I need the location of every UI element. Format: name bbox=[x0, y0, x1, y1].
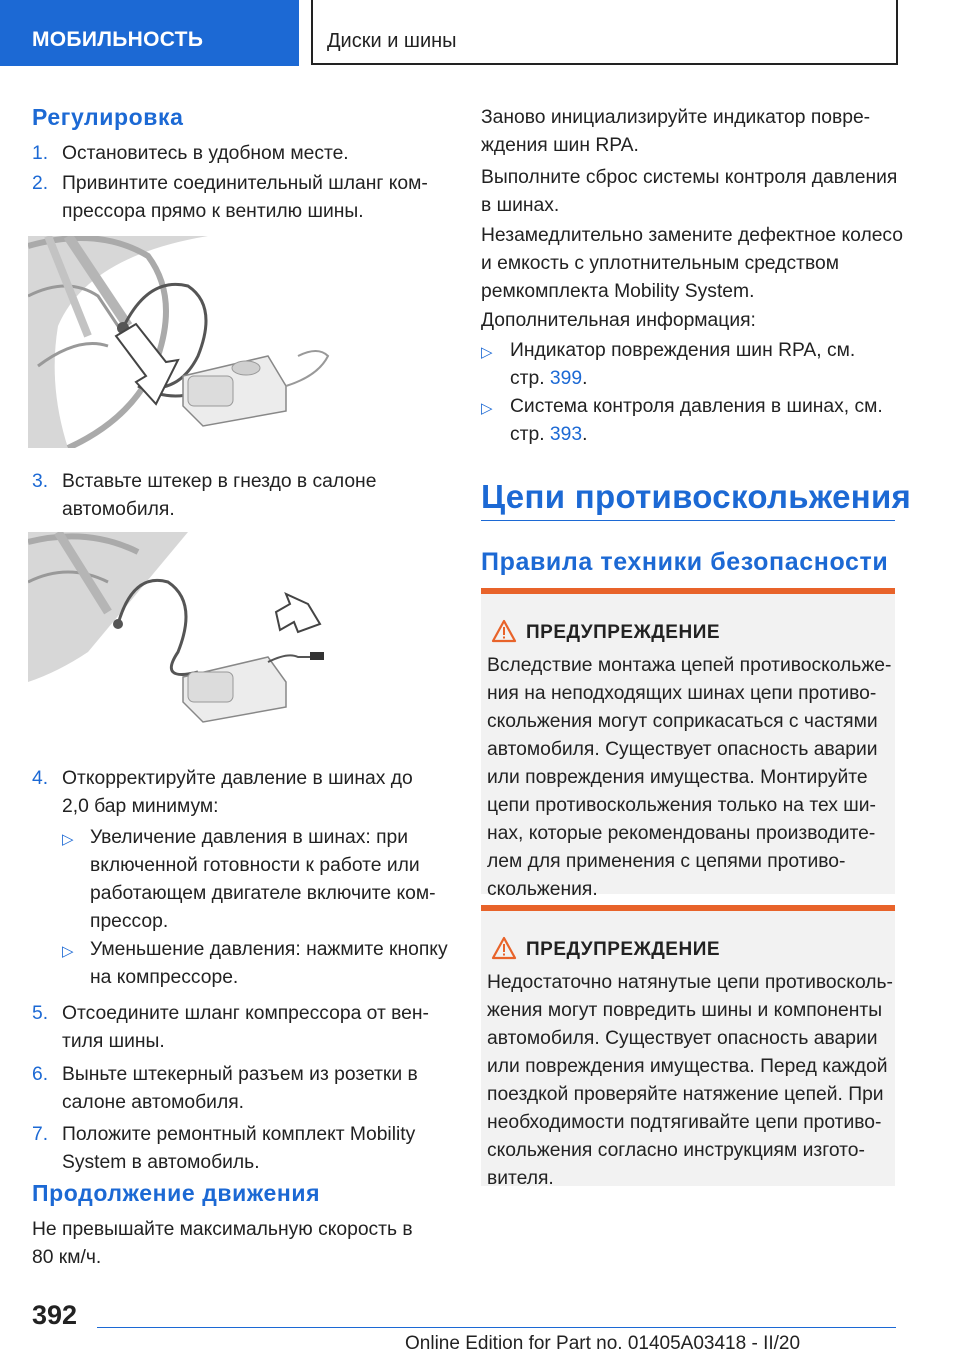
heading-safety: Правила техники безопасности bbox=[481, 548, 889, 576]
warning-line: жения могут повредить шины и компоненты bbox=[487, 1000, 883, 1021]
step-text: тиля шины. bbox=[62, 1031, 165, 1052]
step-text: Положите ремонтный комплект Mobility bbox=[62, 1124, 416, 1145]
warning-triangle-icon bbox=[491, 936, 517, 960]
step-text: Привинтите соединительный шланг ком- bbox=[62, 173, 428, 194]
paragraph-line: и емкость с уплотнительным средством bbox=[481, 253, 839, 274]
footer-rule bbox=[97, 1327, 896, 1328]
bullet-text: Увеличение давления в шинах: при bbox=[90, 827, 409, 848]
paragraph-line: в шинах. bbox=[481, 195, 560, 216]
warning-line: автомобиля. Существует опасность аварии bbox=[487, 1028, 878, 1049]
step-text: System в автомобиль. bbox=[62, 1152, 260, 1173]
header-section-tab bbox=[0, 0, 299, 66]
step-text: 2,0 бар минимум: bbox=[62, 796, 219, 817]
triangle-bullet-icon: ▷ bbox=[481, 400, 493, 417]
warning-line: поездкой проверяйте натяжение цепей. При bbox=[487, 1084, 884, 1105]
compressor-connect-valve-illustration bbox=[28, 236, 344, 448]
step-number: 4. bbox=[32, 768, 49, 789]
step-text: Выньте штекерный разъем из розетки в bbox=[62, 1064, 418, 1085]
step-text: Откорректируйте давление в шинах до bbox=[62, 768, 413, 789]
step-number: 3. bbox=[32, 471, 49, 492]
heading-chains: Цепи противоскольжения bbox=[481, 478, 912, 515]
step-number: 2. bbox=[32, 173, 49, 194]
step-text: Вставьте штекер в гнездо в салоне bbox=[62, 471, 377, 492]
bullet-text: работающем двигателе включите ком- bbox=[90, 883, 436, 904]
step-text: прессора прямо к вентилю шины. bbox=[62, 201, 364, 222]
paragraph-line: Незамедлительно замените дефектное колесо bbox=[481, 225, 903, 246]
bullet-text: на компрессоре. bbox=[90, 967, 239, 988]
compressor-plug-socket-illustration bbox=[28, 532, 344, 744]
header-section-label: МОБИЛЬНОСТЬ bbox=[32, 28, 204, 51]
continue-text: 80 км/ч. bbox=[32, 1247, 102, 1268]
paragraph-line: Выполните сброс системы контроля давления bbox=[481, 167, 898, 188]
warning-line: цепи противоскольжения только на тех ши- bbox=[487, 795, 876, 816]
heading-rule bbox=[481, 520, 895, 521]
triangle-bullet-icon: ▷ bbox=[481, 344, 493, 361]
step-text: салоне автомобиля. bbox=[62, 1092, 245, 1113]
warning-line: скольжения согласно инструкциям изгото- bbox=[487, 1140, 865, 1161]
step-text: Остановитесь в удобном месте. bbox=[62, 143, 349, 164]
ref-text: стр. 399. bbox=[510, 368, 588, 389]
warning-title: ПРЕДУПРЕЖДЕНИЕ bbox=[526, 939, 721, 960]
continue-text: Не превышайте максимальную скорость в bbox=[32, 1219, 413, 1240]
bullet-text: прессор. bbox=[90, 911, 169, 932]
paragraph-line: Дополнительная информация: bbox=[481, 310, 756, 331]
bullet-text: включенной готовности к работе или bbox=[90, 855, 420, 876]
heading-adjust: Регулировка bbox=[32, 104, 184, 130]
warning-line: или повреждения имущества. Перед каждой bbox=[487, 1056, 888, 1077]
step-number: 6. bbox=[32, 1064, 49, 1085]
step-number: 5. bbox=[32, 1003, 49, 1024]
step-text: Отсоедините шланг компрессора от вен- bbox=[62, 1003, 429, 1024]
page-number: 392 bbox=[32, 1300, 78, 1330]
warning-box bbox=[481, 588, 895, 900]
warning-line: необходимости подтягивайте цепи противо- bbox=[487, 1112, 882, 1133]
triangle-bullet-icon: ▷ bbox=[62, 831, 74, 848]
heading-continue: Продолжение движения bbox=[32, 1180, 321, 1206]
triangle-bullet-icon: ▷ bbox=[62, 943, 74, 960]
page-link[interactable]: 399 bbox=[549, 368, 583, 389]
step-number: 1. bbox=[32, 143, 49, 164]
warning-line: или повреждения имущества. Монтируйте bbox=[487, 767, 868, 788]
warning-line: Вследствие монтажа цепей противоскольже- bbox=[487, 655, 892, 676]
step-text: автомобиля. bbox=[62, 499, 175, 520]
bullet-text: Уменьшение давления: нажмите кнопку bbox=[90, 939, 448, 960]
ref-text: стр. 393. bbox=[510, 424, 588, 445]
ref-text: Система контроля давления в шинах, см. bbox=[510, 396, 883, 417]
warning-line: вителя. bbox=[487, 1168, 554, 1189]
warning-title: ПРЕДУПРЕЖДЕНИЕ bbox=[526, 622, 721, 643]
warning-line: Недостаточно натянутые цепи противосколь- bbox=[487, 972, 893, 993]
header-chapter-label: Диски и шины bbox=[327, 30, 457, 52]
warning-line: автомобиля. Существует опасность аварии bbox=[487, 739, 878, 760]
warning-line: скольжения. bbox=[487, 879, 598, 900]
warning-line: лем для применения с цепями противо- bbox=[487, 851, 846, 872]
warning-line: ния на неподходящих шинах цепи противо- bbox=[487, 683, 877, 704]
page-link[interactable]: 393 bbox=[549, 424, 583, 445]
ref-text: Индикатор повреждения шин RPA, см. bbox=[510, 340, 856, 361]
header-chapter-box bbox=[311, 0, 898, 65]
warning-line: скольжения могут соприкасаться с частями bbox=[487, 711, 878, 732]
paragraph-line: Заново инициализируйте индикатор повре- bbox=[481, 107, 871, 128]
warning-box bbox=[481, 905, 895, 1189]
warning-triangle-icon bbox=[491, 619, 517, 643]
step-number: 7. bbox=[32, 1124, 49, 1145]
paragraph-line: ремкомплекта Mobility System. bbox=[481, 281, 755, 302]
paragraph-line: ждения шин RPA. bbox=[481, 135, 639, 156]
footer-edition: Online Edition for Part no. 01405A03418 - II/20 bbox=[405, 1333, 801, 1354]
warning-line: нах, которые рекомендованы производите- bbox=[487, 823, 876, 844]
